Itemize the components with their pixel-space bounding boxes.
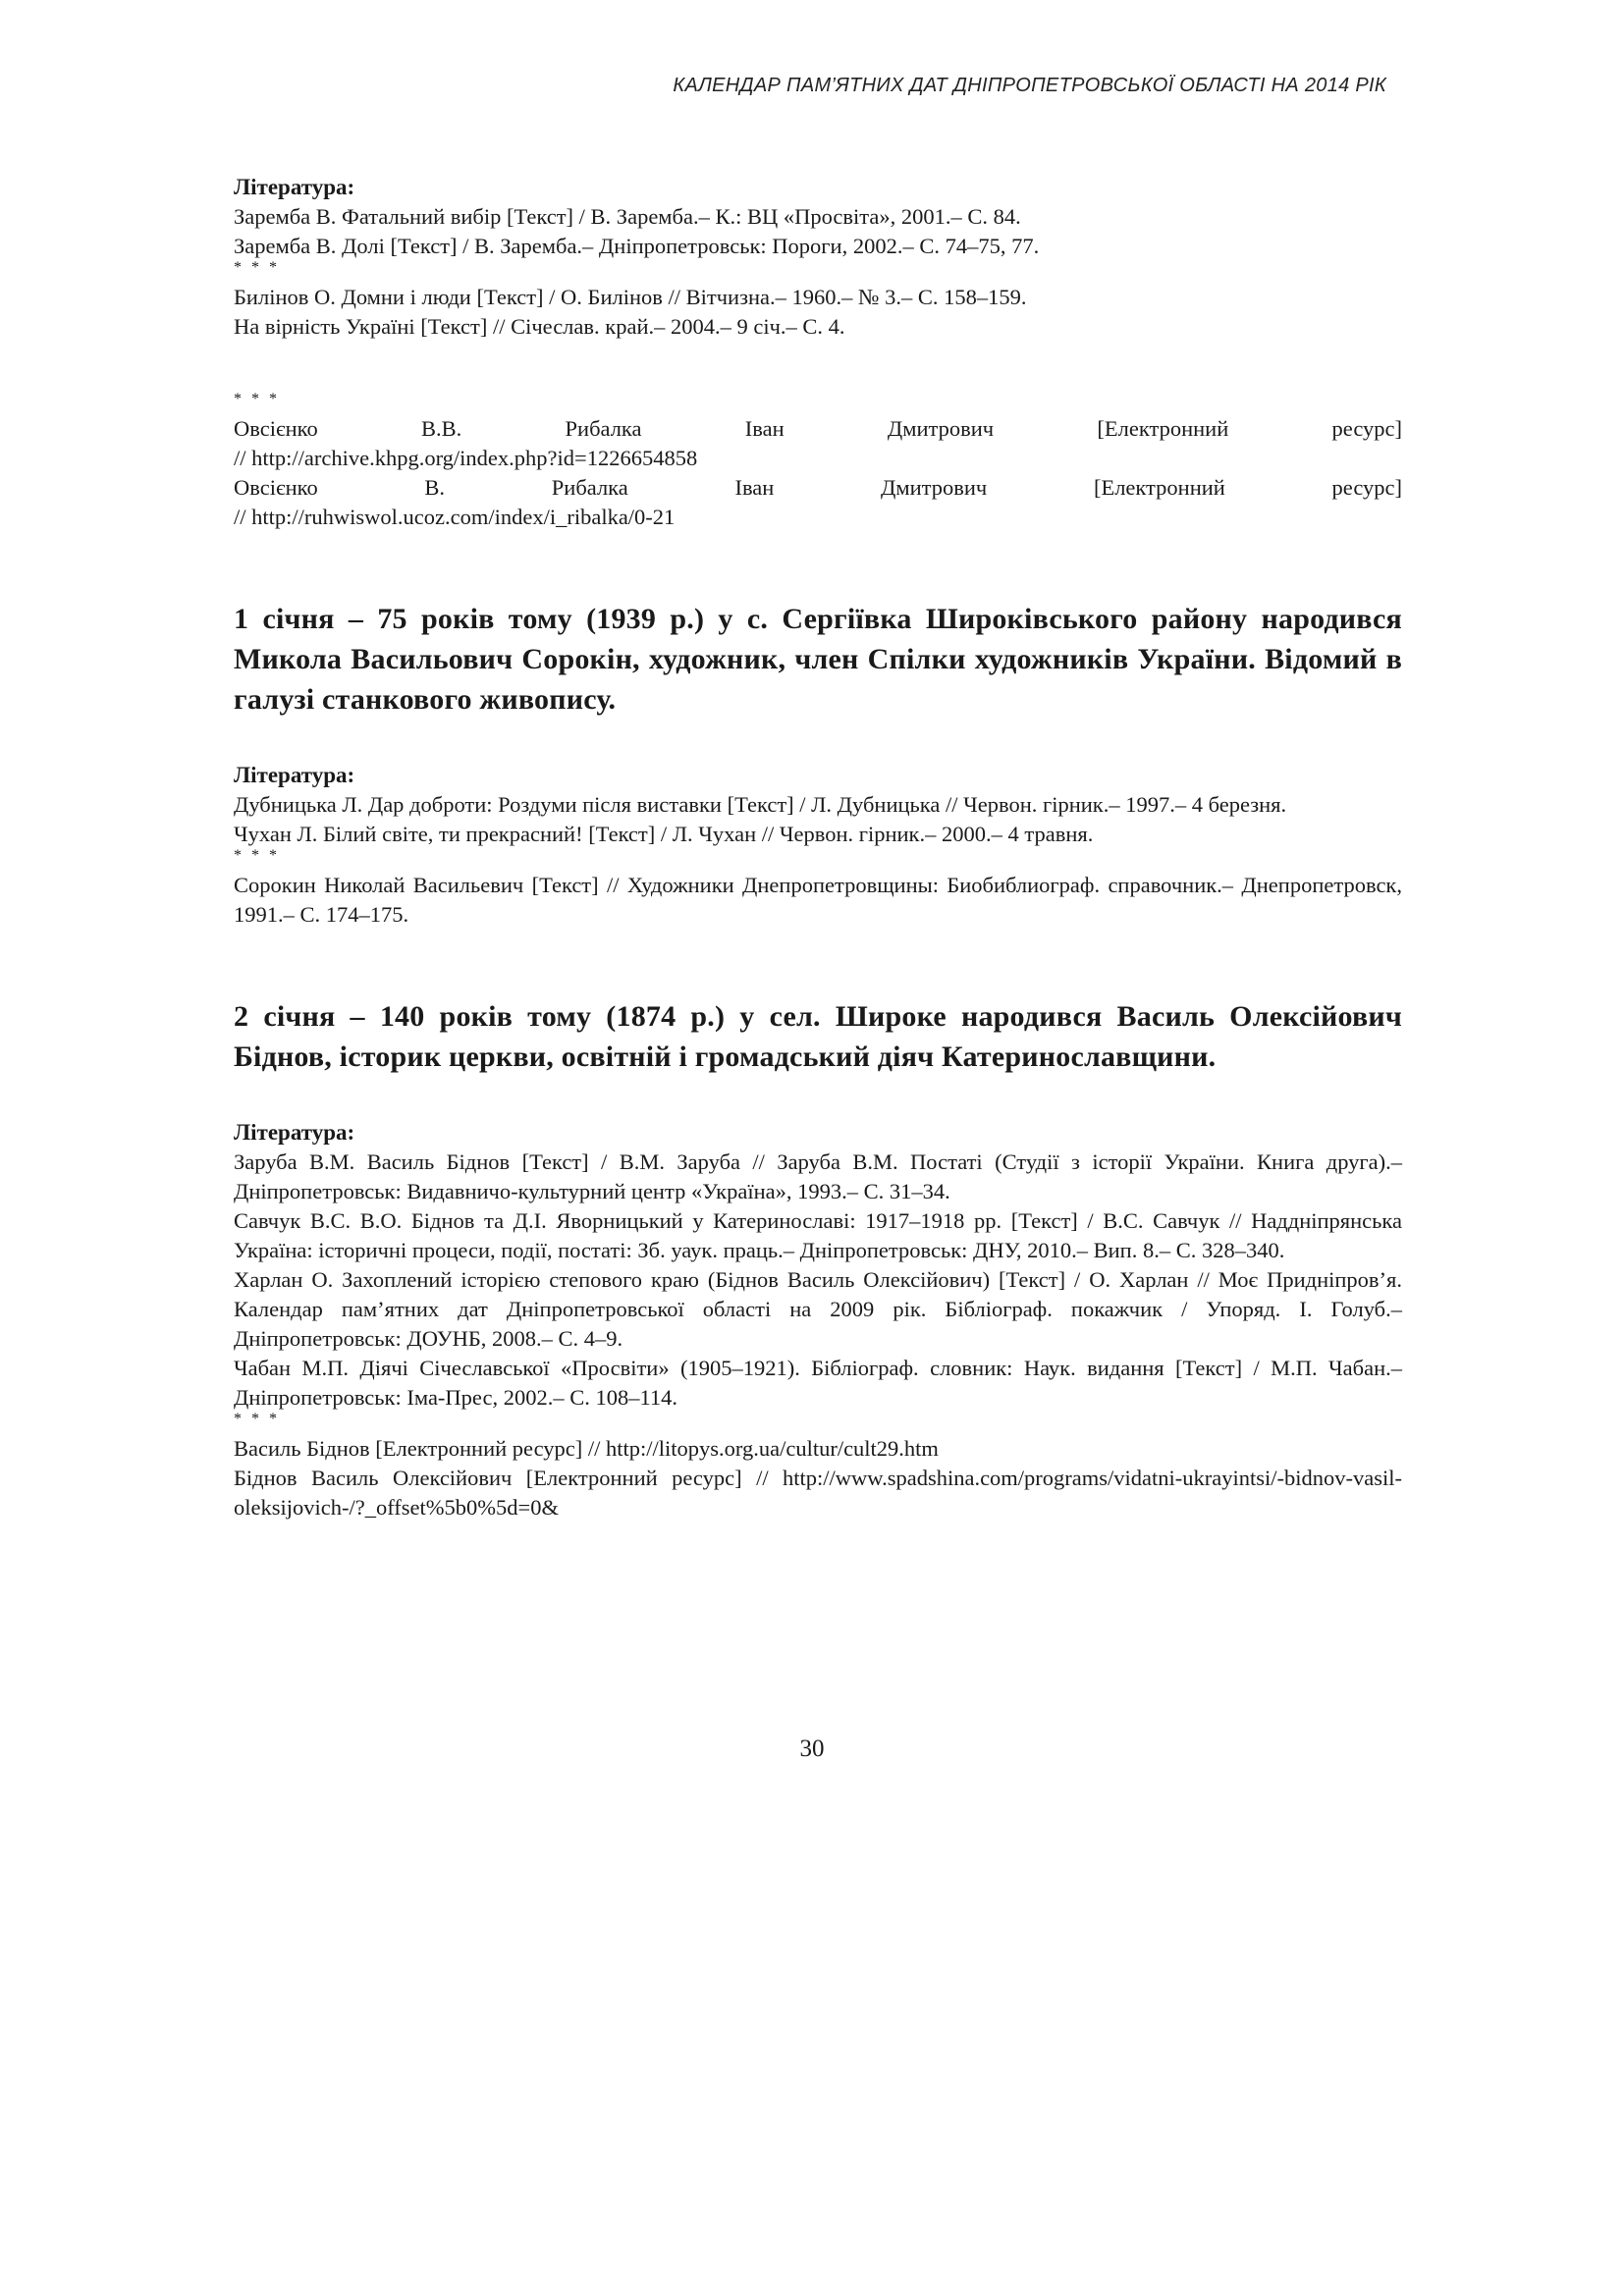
word: Іван (744, 416, 785, 441)
bibliography-item: Заремба В. Фатальний вибір [Текст] / В. Заремба.– К.: ВЦ «Просвіта», 2001.– С. 84. (234, 204, 1021, 229)
word: Дмитрович (887, 416, 995, 441)
section-separator: * * * (234, 259, 280, 276)
bibliography-item: Сорокин Николай Васильевич [Текст] // Художники Днепропетровщины: Биобиблиограф. справочник.– Днепропетровск, 1991.– С. 174–175. (234, 873, 1402, 927)
electronic-resource-item (234, 473, 1402, 532)
section-separator: * * * (234, 847, 280, 864)
electronic-resource-item (234, 414, 1402, 473)
word: ресурс] (1331, 475, 1402, 500)
page-content (234, 173, 1402, 1522)
literature-heading: Література: (234, 175, 355, 199)
word: Овсієнко (234, 416, 318, 441)
literature-heading: Література: (234, 1120, 355, 1145)
word: Овсієнко (234, 475, 318, 500)
bibliography-item: Чабан М.П. Діячі Січеславської «Просвіти» (1905–1921). Бібліограф. словник: Наук. видання [Текст] / М.П. Чабан.– Дніпропетровськ: Іма-Прес, 2002.– С. 108–114. (234, 1356, 1402, 1410)
bibliography-item: На вірність Україні [Текст] // Січеслав. край.– 2004.– 9 січ.– С. 4. (234, 314, 845, 339)
event-heading: 2 січня – 140 років тому (1874 р.) у сел. Широке народився Василь Олексійович Біднов, історик церкви, освітній і громадський діяч Катеринославщини. (234, 1000, 1402, 1073)
word: Рибалка (551, 475, 628, 500)
spread-line (234, 414, 1402, 444)
word: Іван (734, 475, 775, 500)
spread-line (234, 473, 1402, 503)
event-entry-sorokin (234, 599, 1402, 930)
bibliography-item: Дубницька Л. Дар доброти: Роздуми після виставки [Текст] / Л. Дубницька // Червон. гірник.– 1997.– 4 березня. (234, 792, 1287, 817)
event-heading: 1 січня – 75 років тому (1939 р.) у с. Сергіївка Широківського району народився Микола Васильович Сорокін, художник, член Спілки художників України. Відомий в галузі станкового живопису. (234, 603, 1402, 716)
resource-url: // http://ruhwiswol.ucoz.com/index/i_ribalka/0-21 (234, 505, 676, 529)
word: Дмитрович (881, 475, 988, 500)
section-separator: * * * (234, 391, 280, 407)
word: [Електронний (1097, 416, 1229, 441)
bibliography-item: Савчук В.С. В.О. Біднов та Д.І. Яворницький у Катеринославі: 1917–1918 рр. [Текст] / В.С. Савчук // Наддніпрянська Україна: історичні процеси, події, постаті: Зб. уаук. праць.– Дніпропетровськ: ДНУ, 2010.– Вип. 8.– С. 328–340. (234, 1208, 1402, 1262)
word: В. (424, 475, 446, 500)
bibliography-item: Василь Біднов [Електронний ресурс] // http://litopys.org.ua/cultur/cult29.htm (234, 1436, 939, 1461)
event-entry-bidnov (234, 996, 1402, 1522)
previous-entry-literature (234, 173, 1402, 532)
resource-url: // http://archive.khpg.org/index.php?id=1226654858 (234, 446, 698, 470)
bibliography-item: Билінов О. Домни і люди [Текст] / О. Билінов // Вітчизна.– 1960.– № 3.– С. 158–159. (234, 285, 1027, 309)
bibliography-item: Біднов Василь Олексійович [Електронний ресурс] // http://www.spadshina.com/programs/vidatni-ukrayintsi/-bidnov-vasil-oleksijovich-/?_offset%5b0%5d=0& (234, 1466, 1402, 1520)
word: [Електронний (1093, 475, 1225, 500)
bibliography-item: Заремба В. Долі [Текст] / В. Заремба.– Дніпропетровськ: Пороги, 2002.– С. 74–75, 77. (234, 234, 1040, 258)
running-header: КАЛЕНДАР ПАМ’ЯТНИХ ДАТ ДНІПРОПЕТРОВСЬКОЇ ОБЛАСТІ НА 2014 РІК (673, 75, 1386, 96)
word: В.В. (420, 416, 462, 441)
bibliography-item: Чухан Л. Білий світе, ти прекрасний! [Текст] / Л. Чухан // Червон. гірник.– 2000.– 4 травня. (234, 822, 1094, 846)
word: ресурс] (1331, 416, 1402, 441)
section-separator: * * * (234, 1411, 280, 1427)
word: Рибалка (565, 416, 642, 441)
bibliography-item: Заруба В.М. Василь Біднов [Текст] / В.М. Заруба // Заруба В.М. Постаті (Студії з історії України. Книга друга).– Дніпропетровськ: Видавничо-культурний центр «Україна», 1993.– С. 31–34. (234, 1149, 1402, 1203)
bibliography-item: Харлан О. Захоплений історією степового краю (Біднов Василь Олексійович) [Текст] / О. Харлан // Моє Придніпров’я. Календар пам’ятних дат Дніпропетровської області на 2009 рік. Бібліограф. покажчик / Упоряд. І. Голуб.– Дніпропетровськ: ДОУНБ, 2008.– С. 4–9. (234, 1267, 1402, 1351)
literature-heading: Література: (234, 763, 355, 787)
page-number: 30 (799, 1735, 825, 1762)
